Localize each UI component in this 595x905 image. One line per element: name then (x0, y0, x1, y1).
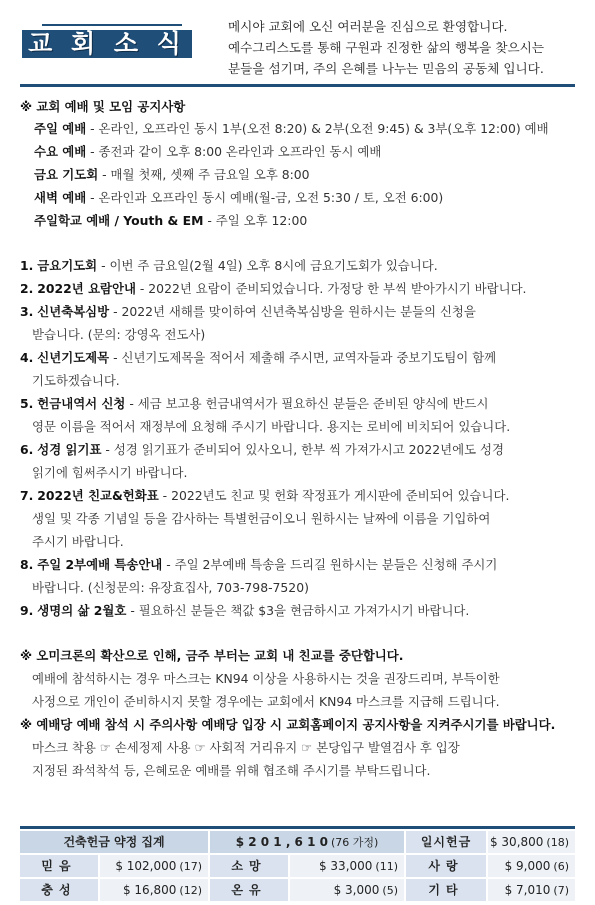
worship-item (34, 188, 443, 208)
onetime-offering-label: 일시헌금 (406, 831, 486, 853)
offering-category-label: 충성 (20, 879, 98, 901)
offering-category-value: $ 3,000 (5) (290, 879, 404, 901)
offering-category-label: 기타 (406, 879, 486, 901)
notice-label: 금요기도회 (37, 258, 98, 273)
page-header (0, 0, 595, 84)
worship-item (34, 211, 307, 231)
welcome-line: 메시야 교회에 오신 여러분을 진심으로 환영합니다. (228, 19, 508, 34)
offering-category-value: $ 7,010 (7) (488, 879, 575, 901)
notice-label: 2022년 친교&헌화표 (37, 488, 159, 503)
offering-category-value: $ 16,800 (12) (100, 879, 208, 901)
worship-item-label: 주일 예배 (34, 121, 87, 136)
offering-category-label: 사랑 (406, 855, 486, 877)
welcome-line: 분들을 섬기며, 주의 은혜를 나누는 믿음의 공동체 입니다. (228, 61, 544, 76)
notice-label: 생명의 삶 2월호 (37, 603, 127, 618)
worship-item (34, 142, 381, 162)
worship-item-label: 주일학교 예배 / Youth & EM (34, 213, 204, 228)
notice-label: 헌금내역서 신청 (37, 396, 126, 411)
offering-header-total: $ 2 0 1 , 6 1 0 (76 가정) (210, 831, 404, 853)
notice-label: 신년기도제목 (37, 350, 110, 365)
offering-category-label: 소망 (210, 855, 288, 877)
worship-item-text: - 매월 첫째, 셋째 주 금요일 오후 8:00 (98, 167, 310, 182)
notice-continuation: 받습니다. (문의: 강영옥 전도사) (32, 327, 206, 342)
worship-item-text: - 주일 오후 12:00 (203, 213, 308, 228)
welcome-message (228, 16, 588, 79)
notice-text: - 이번 주 금요일(2월 4일) 오후 8시에 금요기도회가 있습니다. (97, 258, 438, 273)
offering-category-value: $ 102,000 (17) (100, 855, 208, 877)
header-divider (20, 84, 575, 87)
caution-line: 마스크 착용 ☞ 손세정제 사용 ☞ 사회적 거리유지 ☞ 본당입구 발열검사 후 입장 (32, 740, 460, 755)
onetime-offering-value: $ 30,800 (18) (488, 831, 575, 853)
notice-continuation: 주시기 바랍니다. (32, 534, 124, 549)
offering-category-label: 온유 (210, 879, 288, 901)
offering-category-value: $ 33,000 (11) (290, 855, 404, 877)
offering-category-label: 믿음 (20, 855, 98, 877)
section-title-badge (22, 24, 192, 66)
notice-text: - 2022년도 친교 및 헌화 작정표가 게시판에 준비되어 있습니다. (158, 488, 510, 503)
notice-text: - 필요하신 분들은 책값 $3을 현금하시고 가져가시기 바랍니다. (126, 603, 470, 618)
notice-item: 7. 2022년 친교&헌화표 - 2022년도 친교 및 헌화 작정표가 게시판에 준비되어 있습니다. (20, 488, 510, 503)
notice-label: 신년축복심방 (37, 304, 110, 319)
notice-item: 1. 금요기도회 - 이번 주 금요일(2월 4일) 오후 8시에 금요기도회가 있습니다. (20, 258, 438, 273)
notice-continuation: 바랍니다. (신청문의: 유장효집사, 703-798-7520) (32, 580, 309, 595)
notice-text: - 2022년 요람이 준비되었습니다. 가정당 한 부씩 받아가시기 바랍니다. (135, 281, 527, 296)
notice-item: 8. 주일 2부예배 특송안내 - 주일 2부예배 특송을 드리길 원하시는 분들은 신청해 주시기 (20, 557, 498, 572)
worship-item-label: 금요 기도회 (34, 167, 99, 182)
caution-line: 지정된 좌석착석 등, 은혜로운 예배를 위해 협조해 주시기를 부탁드립니다. (32, 763, 431, 778)
welcome-line: 예수그리스도를 통해 구원과 진정한 삶의 행복을 찾으시는 (228, 40, 544, 55)
offering-table (20, 829, 575, 905)
omicron-heading: ※ 오미크론의 확산으로 인해, 금주 부터는 교회 내 친교를 중단합니다. (20, 648, 404, 663)
notice-continuation: 영문 이름을 적어서 재정부에 요청해 주시기 바랍니다. 용지는 로비에 비치되어 있습니다. (32, 419, 511, 434)
worship-item-label: 수요 예배 (34, 144, 87, 159)
worship-item (34, 119, 549, 139)
notice-item: 3. 신년축복심방 - 2022년 새해를 맞이하여 신년축복심방을 원하시는 분들의 신청을 (20, 304, 476, 319)
worship-item-text: - 온라인, 오프라인 동시 1부(오전 8:20) & 2부(오전 9:45) & 3부(오후 12:00) 예배 (86, 121, 549, 136)
notice-text: - 주일 2부예배 특송을 드리길 원하시는 분들은 신청해 주시기 (162, 557, 498, 572)
notice-label: 성경 읽기표 (37, 442, 102, 457)
worship-heading: ※ 교회 예배 및 모임 공지사항 (20, 99, 186, 114)
omicron-line: 사정으로 개인이 준비하시지 못할 경우에는 교회에서 KN94 마스크를 지급해 드립니다. (32, 694, 500, 709)
worship-item-text: - 종전과 같이 오후 8:00 온라인과 오프라인 동시 예배 (86, 144, 382, 159)
notice-label: 2022년 요람안내 (37, 281, 136, 296)
worship-item-label: 새벽 예배 (34, 190, 87, 205)
notice-continuation: 읽기에 힘써주시기 바랍니다. (32, 465, 188, 480)
notice-continuation: 생일 및 각종 기념일 등을 감사하는 특별헌금이오니 원하시는 날짜에 이름을 기입하여 (32, 511, 491, 526)
offering-header-label: 건축헌금 약정 집계 (20, 831, 208, 853)
page-title: 교 회 소 식 (28, 29, 186, 58)
notice-item: 4. 신년기도제목 - 신년기도제목을 적어서 제출해 주시면, 교역자들과 중보기도팀이 함께 (20, 350, 497, 365)
notice-text: - 성경 읽기표가 준비되어 있사오니, 한부 씩 가져가시고 2022년에도 성경 (101, 442, 504, 457)
notice-text: - 세금 보고용 헌금내역서가 필요하신 분들은 준비된 양식에 반드시 (125, 396, 489, 411)
notice-text: - 신년기도제목을 적어서 제출해 주시면, 교역자들과 중보기도팀이 함께 (109, 350, 497, 365)
notice-item: 6. 성경 읽기표 - 성경 읽기표가 준비되어 있사오니, 한부 씩 가져가시고 2022년에도 성경 (20, 442, 504, 457)
worship-item-text: - 온라인과 오프라인 동시 예배(월-금, 오전 5:30 / 토, 오전 6:00) (86, 190, 444, 205)
omicron-line: 예배에 참석하시는 경우 마스크는 KN94 이상을 사용하시는 것을 권장드리며, 부득이한 (32, 671, 500, 686)
caution-heading: ※ 예배당 예배 참석 시 주의사항 예배당 입장 시 교회홈페이지 공지사항을 지켜주시기를 바랍니다. (20, 717, 556, 732)
worship-item (34, 165, 310, 185)
notice-label: 주일 2부예배 특송안내 (37, 557, 163, 572)
notice-item: 2. 2022년 요람안내 - 2022년 요람이 준비되었습니다. 가정당 한 부씩 받아가시기 바랍니다. (20, 281, 527, 296)
notice-continuation: 기도하겠습니다. (32, 373, 120, 388)
notice-item: 9. 생명의 삶 2월호 - 필요하신 분들은 책값 $3을 현금하시고 가져가시기 바랍니다. (20, 603, 470, 618)
notice-item: 5. 헌금내역서 신청 - 세금 보고용 헌금내역서가 필요하신 분들은 준비된 양식에 반드시 (20, 396, 489, 411)
offering-category-value: $ 9,000 (6) (488, 855, 575, 877)
notice-text: - 2022년 새해를 맞이하여 신년축복심방을 원하시는 분들의 신청을 (109, 304, 476, 319)
